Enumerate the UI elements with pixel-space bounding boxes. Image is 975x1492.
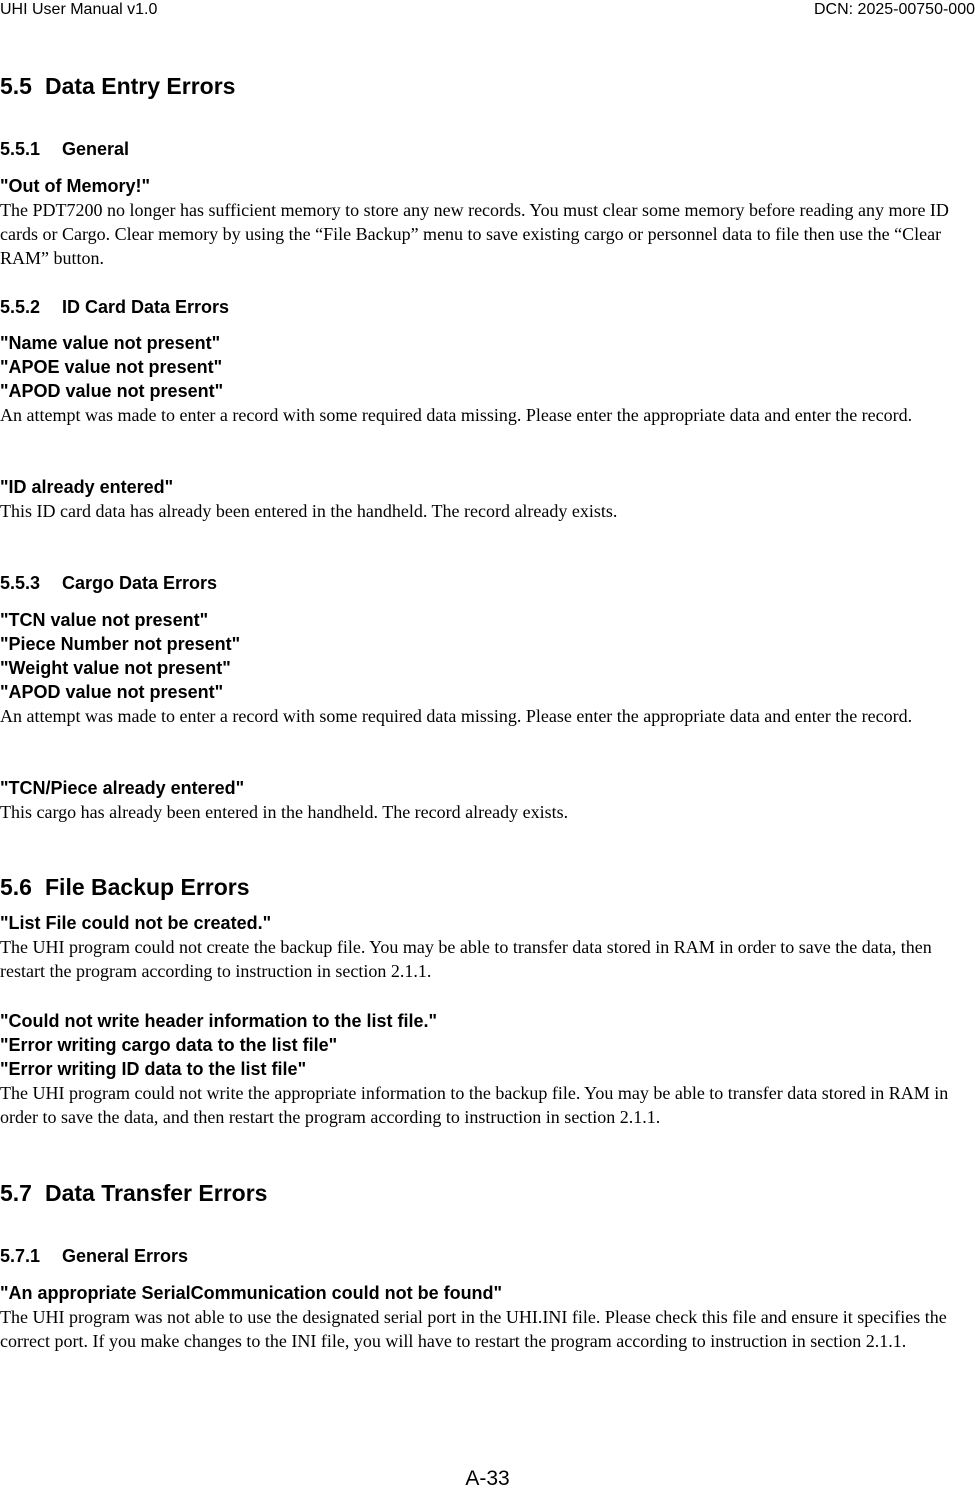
section-heading-5-5 [0, 72, 975, 100]
error-description: An attempt was made to enter a record with some required data missing. Please enter the appropriate data and enter the record. [0, 405, 913, 425]
error-message: "APOD value not present" [0, 381, 224, 401]
error-description: The UHI program could not create the backup file. You may be able to transfer data stored in RAM in order to save the data, then restart the program according to instruction in section 2.1.1. [0, 937, 932, 981]
section-heading-5-6 [0, 873, 975, 901]
error-message: "TCN value not present" [0, 610, 209, 630]
subsection-heading-5-7-1 [0, 1245, 975, 1267]
subsection-number: 5.7.1 [0, 1246, 41, 1266]
error-message-list [0, 1009, 975, 1081]
section-title: Data Transfer Errors [45, 1180, 268, 1206]
page-number: A-33 [465, 1467, 510, 1490]
error-message: "Error writing ID data to the list file" [0, 1059, 307, 1079]
error-message: "APOE value not present" [0, 357, 223, 377]
section-number: 5.5 [0, 73, 32, 99]
section-number: 5.6 [0, 874, 32, 900]
error-message: "Out of Memory!" [0, 176, 151, 196]
error-message: "ID already entered" [0, 477, 174, 497]
error-message-list [0, 608, 975, 704]
section-number: 5.7 [0, 1180, 32, 1206]
subsection-number: 5.5.1 [0, 139, 41, 159]
subsection-title: ID Card Data Errors [62, 297, 230, 317]
running-header-title: UHI User Manual v1.0 [0, 1, 158, 18]
error-message: "An appropriate SerialCommunication could not be found" [0, 1283, 503, 1303]
error-message: "Piece Number not present" [0, 634, 241, 654]
error-message: "List File could not be created." [0, 913, 272, 933]
error-message: "Weight value not present" [0, 658, 231, 678]
error-message: "APOD value not present" [0, 682, 224, 702]
subsection-title: General Errors [62, 1246, 189, 1266]
error-description: The UHI program was not able to use the designated serial port in the UHI.INI file. Please check this file and ensure it specifies the correct port. If you make changes to the INI file, you will have to restart the program according to instruction in section 2.1.1. [0, 1307, 947, 1351]
error-description: This ID card data has already been entered in the handheld. The record already exists. [0, 501, 618, 521]
error-message-list [0, 331, 975, 403]
section-heading-5-7 [0, 1179, 975, 1207]
section-title: File Backup Errors [45, 874, 250, 900]
error-message: "Error writing cargo data to the list file" [0, 1035, 338, 1055]
error-description: The PDT7200 no longer has sufficient memory to store any new records. You must clear some memory before reading any more ID cards or Cargo. Clear memory by using the “File Backup” menu to save existing cargo or personnel data to file then use the “Clear RAM” button. [0, 200, 949, 268]
subsection-heading-5-5-3 [0, 572, 975, 594]
subsection-heading-5-5-1 [0, 138, 975, 160]
error-description: This cargo has already been entered in the handheld. The record already exists. [0, 802, 569, 822]
error-message: "Name value not present" [0, 333, 221, 353]
subsection-heading-5-5-2 [0, 296, 975, 318]
subsection-title: Cargo Data Errors [62, 573, 218, 593]
error-message: "TCN/Piece already entered" [0, 778, 245, 798]
subsection-title: General [62, 139, 130, 159]
error-description: The UHI program could not write the appropriate information to the backup file. You may be able to transfer data stored in RAM in order to save the data, and then restart the program according to instruction in section 2.1.1. [0, 1083, 949, 1127]
running-header-dcn: DCN: 2025-00750-000 [814, 1, 975, 18]
subsection-number: 5.5.3 [0, 573, 41, 593]
error-description: An attempt was made to enter a record with some required data missing. Please enter the appropriate data and enter the record. [0, 706, 913, 726]
subsection-number: 5.5.2 [0, 297, 41, 317]
section-title: Data Entry Errors [45, 73, 236, 99]
error-message: "Could not write header information to the list file." [0, 1011, 438, 1031]
